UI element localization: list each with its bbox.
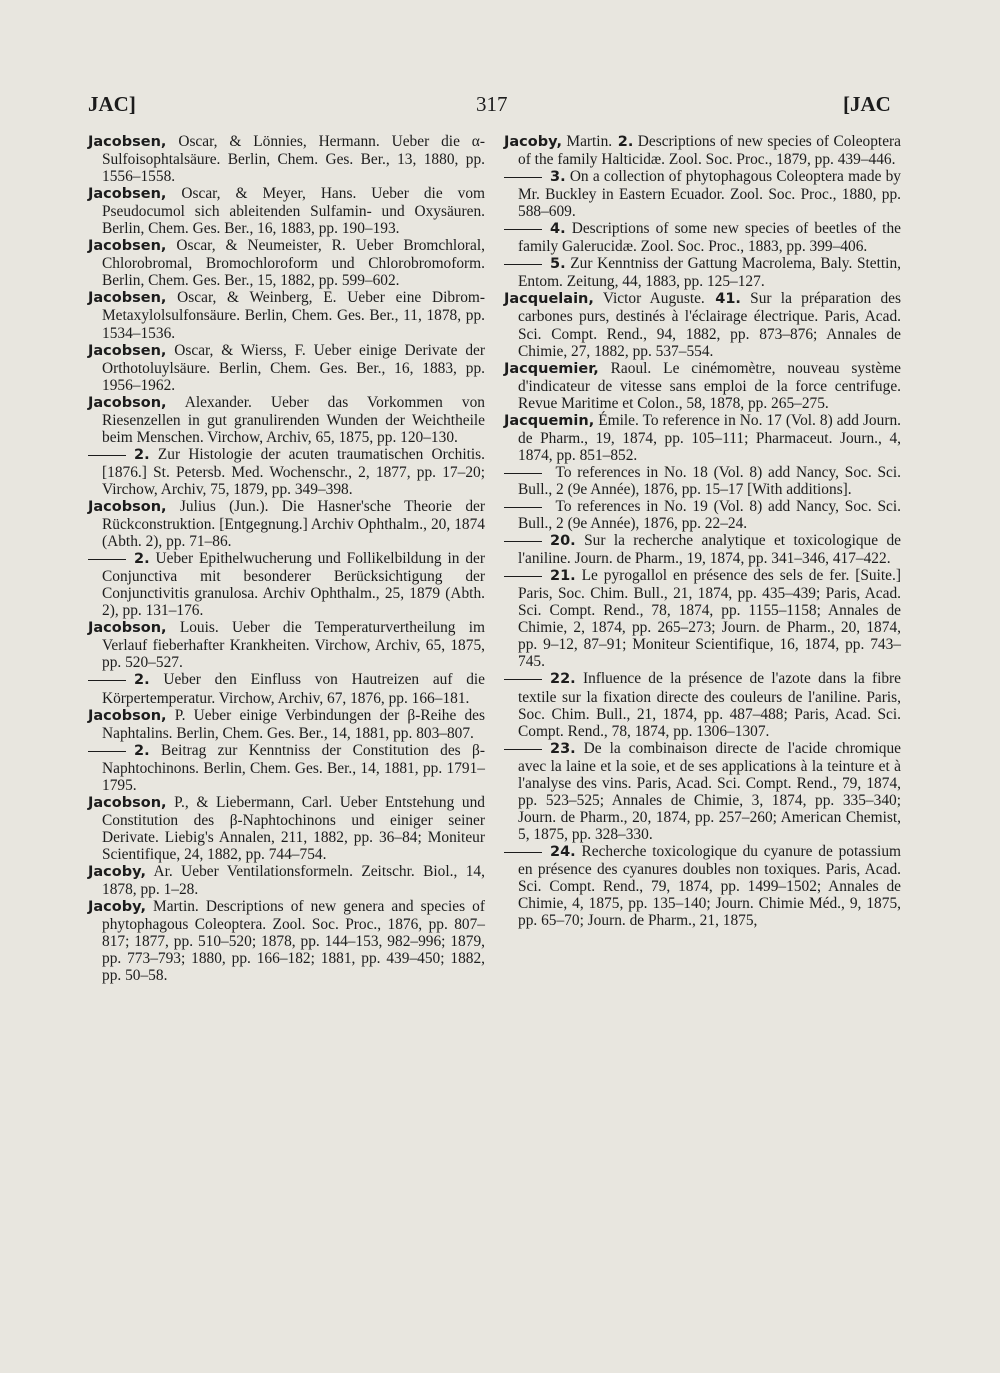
running-head-left: JAC] xyxy=(88,92,136,116)
entry-text: Le cinémomètre, nouveau système d'indicateur de vitesse sans emploi de la force centrifuge. Revue Maritime et Colon., 58, 1878, pp. 265–275. xyxy=(518,359,901,412)
entry-number: 20. xyxy=(550,533,576,550)
entry-text: Beitrag zur Kenntniss der Constitution des β-Naphtochinons. Berlin, Chem. Ges. Ber., 14, 1881, pp. 1791–1795. xyxy=(102,741,485,794)
entry-text: Zur Kenntniss der Gattung Macrolema, Baly. Stettin, Entom. Zeitung, 44, 1883, pp. 125–127. xyxy=(518,255,901,291)
author-given-names: Alexander. xyxy=(166,393,252,411)
bibliography-entry xyxy=(504,360,901,412)
entry-text: Ueber den Einfluss von Hautreizen auf die Körpertemperatur. Virchow, Archiv, 67, 1876, pp. 166–181. xyxy=(102,671,485,707)
author-given-names: P. xyxy=(166,706,186,724)
entry-text: Zur Histologie der acuten traumatischen Orchitis. [1876.] St. Petersb. Med. Wochenschr., 2, 1877, pp. 17–20; Virchow, Archiv, 75, 1879, pp. 349–398. xyxy=(102,445,485,498)
bibliography-entry xyxy=(88,863,485,898)
author-given-names: Victor Auguste. xyxy=(593,290,705,308)
ditto-dash xyxy=(504,679,542,680)
entry-text: Sur la recherche analytique et toxicologique de l'aniline. Journ. de Pharm., 19, 1874, pp. 341–346, 417–422. xyxy=(518,532,901,568)
author-given-names: Martin. xyxy=(561,133,613,150)
right-column xyxy=(504,133,901,929)
bibliography-entry xyxy=(504,670,901,739)
author-given-names: Louis. xyxy=(166,619,219,637)
author-given-names: Émile. xyxy=(594,411,639,429)
ditto-dash xyxy=(88,455,126,456)
bibliography-entry xyxy=(88,133,485,185)
bibliography-entry xyxy=(504,843,901,929)
entry-number: 2. xyxy=(134,551,150,568)
ditto-dash xyxy=(504,177,542,178)
entry-number: 2. xyxy=(612,134,634,150)
bibliography-entry xyxy=(88,342,485,394)
author-name: Jacobsen, xyxy=(88,290,167,307)
entry-text: To references in No. 18 (Vol. 8) add Nancy, Soc. Sci. Bull., 2 (9e Année), 1876, pp. 15–17 [With additions]. xyxy=(518,463,901,498)
entry-text: Descriptions of some new species of beetles of the family Galerucidæ. Zool. Soc. Proc., 1883, pp. 399–406. xyxy=(518,220,901,256)
ditto-dash xyxy=(504,264,542,265)
author-name: Jacoby, xyxy=(504,134,562,150)
bibliography-entry xyxy=(88,446,485,498)
ditto-dash xyxy=(504,473,542,474)
entry-number: 5. xyxy=(550,256,566,273)
entry-number: 23. xyxy=(550,740,576,757)
author-name: Jacobsen, xyxy=(88,186,167,203)
bibliography-entry xyxy=(504,290,901,359)
author-given-names: Julius (Jun.). xyxy=(166,497,269,515)
entry-number: 2. xyxy=(134,446,150,463)
ditto-dash xyxy=(88,751,126,752)
author-name: Jacobson, xyxy=(88,620,167,637)
bibliography-entry xyxy=(88,742,485,794)
author-name: Jacobson, xyxy=(88,794,167,811)
ditto-dash xyxy=(504,541,542,542)
author-given-names: Oscar, & Weinberg, E. xyxy=(166,289,337,307)
entry-text: Le pyrogallol en présence des sels de fer. [Suite.] Paris, Soc. Chim. Bull., 21, 1874, pp. 435–439; Paris, Acad. Sci. Compt. Rend., 78, 1874, pp. 1155–1158; Annales de Chimie, 2, 1874, pp. 265–273; Journ. de Pharm., 20, 1874, pp. 9–12, 87–91; Moniteur Scientifique, 16, 1874, pp. 743–745. xyxy=(518,567,901,671)
author-given-names: Ar. xyxy=(145,862,173,880)
ditto-dash xyxy=(504,852,542,853)
entry-text: Ueber Entstehung und Constitution des β-Naphtochinons und einiger seiner Derivate. Liebig's Annalen, 211, 1882, pp. 36–84; Moniteur Scientifique, 24, 1882, pp. 744–754. xyxy=(102,793,485,863)
entry-text: Descriptions of new species of Coleoptera of the family Halticidæ. Zool. Soc. Proc., 1879, pp. 439–446. xyxy=(518,133,901,169)
entry-text: Ueber die α-Sulfoisophtalsäure. Berlin, Chem. Ges. Ber., 13, 1880, pp. 1556–1558. xyxy=(102,133,485,186)
entry-number: 2. xyxy=(134,742,150,759)
bibliography-entry xyxy=(88,185,485,237)
bibliography-entry xyxy=(88,550,485,619)
ditto-dash xyxy=(504,229,542,230)
bibliography-entry xyxy=(88,707,485,742)
entry-text: Die Hasner'sche Theorie der Rückconstruktion. [Entgegnung.] Archiv Ophthalm., 20, 1874 (Abth. 2), pp. 71–86. xyxy=(102,497,485,551)
bibliography-entry xyxy=(504,498,901,532)
entry-number: 3. xyxy=(550,169,566,186)
author-name: Jacobsen, xyxy=(88,342,167,359)
author-name: Jacquemier, xyxy=(504,360,599,377)
bibliography-entry xyxy=(504,168,901,220)
bibliography-entry xyxy=(88,394,485,446)
entry-number: 21. xyxy=(550,568,576,585)
ditto-dash xyxy=(88,680,126,681)
bibliography-entry xyxy=(504,255,901,290)
entry-text: Ueber Ventilationsformeln. Zeitschr. Biol., 14, 1878, pp. 1–28. xyxy=(102,862,485,899)
author-given-names: Oscar, & Wierss, F. xyxy=(166,341,306,359)
entry-text: Ueber das Vorkommen von Riesenzellen in gut granulirenden Wunden der Weichtheile beim Menschen. Virchow, Archiv, 65, 1875, pp. 120–130. xyxy=(102,393,485,446)
entry-text: Descriptions of new genera and species of phytophagous Coleoptera. Zool. Soc. Proc., 1876, pp. 807–817; 1877, pp. 510–520; 1878, pp. 144–153, 982–996; 1879, pp. 773–793; 1880, pp. 166–182; 1881, pp. 439–450; 1882, pp. 50–58. xyxy=(102,898,485,985)
entry-text: To references in No. 19 (Vol. 8) add Nancy, Soc. Sci. Bull., 2 (9e Année), 1876, pp. 22–24. xyxy=(518,497,901,533)
bibliography-entry xyxy=(88,619,485,671)
entry-text: Ueber einige Verbindungen der β-Reihe des Naphtalins. Berlin, Chem. Ges. Ber., 14, 1881, pp. 803–807. xyxy=(102,706,485,742)
author-given-names: Oscar, & Neumeister, R. xyxy=(166,237,346,255)
bibliography-entry xyxy=(504,220,901,255)
entry-text: Ueber eine Dibrom-Metaxylolsulfonsäure. Berlin, Chem. Ges. Ber., 11, 1878, pp. 1534–1536. xyxy=(102,289,486,342)
bibliography-entry xyxy=(504,532,901,567)
ditto-dash xyxy=(504,576,542,577)
author-given-names: Oscar, & Lönnies, Hermann. xyxy=(166,133,380,150)
bibliography-entry xyxy=(504,464,901,498)
author-name: Jacoby, xyxy=(88,899,146,916)
author-name: Jacquemin, xyxy=(504,412,595,429)
author-name: Jacobsen, xyxy=(88,238,167,255)
bibliography-entry xyxy=(88,898,485,984)
author-given-names: Raoul. xyxy=(598,359,652,377)
entry-text: Ueber Bromchloral, Chlorobromal, Bromochloroform und Chlorobromoform. Berlin, Chem. Ges. Ber., 15, 1882, pp. 599–602. xyxy=(102,237,485,290)
bibliography-entry xyxy=(88,794,485,863)
entry-text: To reference in No. 17 (Vol. 8) add Journ. de Pharm., 19, 1874, pp. 105–111; Pharmaceut. Journ., 4, 1874, pp. 851–852. xyxy=(518,411,901,464)
bibliography-entry xyxy=(88,498,485,550)
author-name: Jacobson, xyxy=(88,707,167,724)
ditto-dash xyxy=(88,559,126,560)
bibliography-entry xyxy=(504,740,901,843)
bibliography-entry xyxy=(504,412,901,464)
entry-text: Sur la préparation des carbones purs, destinés à l'éclairage électrique. Paris, Acad. Sci. Compt. Rend., 94, 1882, pp. 873–876; Annales de Chimie, 27, 1882, pp. 537–554. xyxy=(518,290,901,360)
entry-number: 41. xyxy=(704,291,741,308)
entry-text: Ueber einige Derivate der Orthotoluylsäure. Berlin, Chem. Ges. Ber., 16, 1883, pp. 1956–1962. xyxy=(102,341,485,394)
entry-text: Ueber die Temperaturvertheilung im Verlauf fieberhafter Krankheiten. Virchow, Archiv, 65, 1875, pp. 520–527. xyxy=(102,619,485,672)
entry-text: Ueber die vom Pseudocumol sich ableitenden Sulfamin- und Oxysäuren. Berlin, Chem. Ges. Ber., 16, 1883, pp. 190–193. xyxy=(102,185,485,238)
author-name: Jacquelain, xyxy=(504,291,594,308)
author-given-names: Martin. xyxy=(145,898,199,916)
running-head-right: [JAC xyxy=(843,92,891,116)
author-name: Jacobson, xyxy=(88,498,167,515)
entry-text: Ueber Epithelwucherung und Follikelbildung in der Conjunctiva mit besonderer Berücksichtigung der Conjunctivitis granulosa. Archiv Ophthalm., 25, 1879 (Abth. 2), pp. 131–176. xyxy=(102,550,485,620)
author-name: Jacobsen, xyxy=(88,134,167,150)
entry-number: 22. xyxy=(550,671,576,688)
entry-number: 4. xyxy=(550,221,566,238)
entry-number: 2. xyxy=(134,672,150,689)
bibliography-entry xyxy=(88,671,485,706)
page-number: 317 xyxy=(476,92,508,116)
author-given-names: Oscar, & Meyer, Hans. xyxy=(166,185,357,203)
entry-text: Influence de la présence de l'azote dans la fibre textile sur la fixation directe des couleurs de l'aniline. Paris, Soc. Chim. Bull., 21, 1874, pp. 487–488; Paris, Acad. Sci. Compt. Rend., 78, 1874, pp. 1306–1307. xyxy=(518,670,901,740)
left-column xyxy=(88,133,485,984)
bibliography-entry xyxy=(504,567,901,670)
author-name: Jacobson, xyxy=(88,394,167,411)
bibliography-entry xyxy=(504,133,901,168)
bibliography-entry xyxy=(88,289,485,341)
author-name: Jacoby, xyxy=(88,863,146,880)
entry-text: De la combinaison directe de l'acide chromique avec la laine et la soie, et de ses applications à la teinture et à l'analyse des vins. Paris, Acad. Sci. Compt. Rend., 79, 1874, pp. 523–525; Annales de Chimie, 3, 1874, pp. 335–340; Journ. de Pharm., 20, 1874, pp. 257–260; American Chemist, 5, 1875, pp. 328–330. xyxy=(518,739,901,843)
author-given-names: P., & Liebermann, Carl. xyxy=(166,793,333,811)
entry-text: Recherche toxicologique du cyanure de potassium en présence des cyanures doubles non toxiques. Paris, Acad. Sci. Compt. Rend., 79, 1874, pp. 1499–1502; Annales de Chimie, 4, 1875, pp. 135–140; Journ. Chimie Méd., 9, 1875, pp. 65–70; Journ. de Pharm., 21, 1875, xyxy=(518,842,901,930)
entry-number: 24. xyxy=(550,843,576,860)
bibliography-entry xyxy=(88,237,485,289)
ditto-dash xyxy=(504,507,542,508)
ditto-dash xyxy=(504,749,542,750)
entry-text: On a collection of phytophagous Coleoptera made by Mr. Buckley in Eastern Ecuador. Zool. Soc. Proc., 1880, pp. 588–609. xyxy=(518,168,901,221)
